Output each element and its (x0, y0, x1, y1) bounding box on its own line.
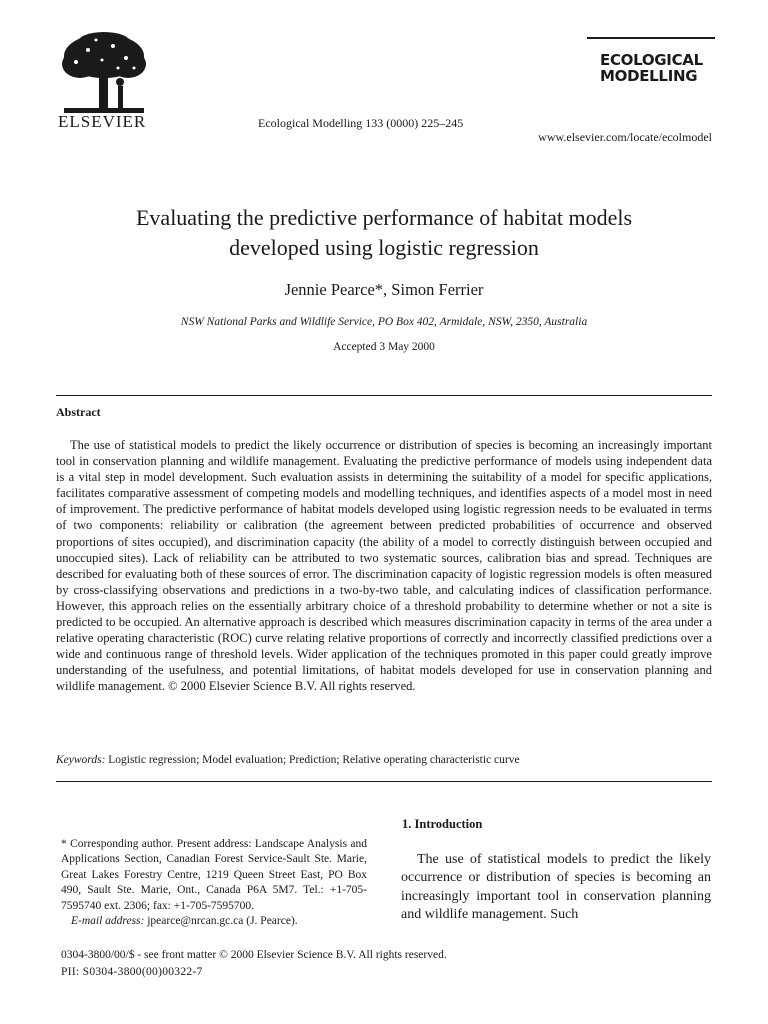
journal-url[interactable]: www.elsevier.com/locate/ecolmodel (538, 130, 712, 144)
corresponding-author-footnote (61, 837, 367, 929)
keywords (56, 754, 712, 766)
introduction-body: The use of statistical models to predict the likely occurrence or distribution of species is becoming an increasingly important tool in conservation planning and wildlife management. Such (401, 852, 711, 923)
abstract-bottom-rule (56, 781, 712, 782)
abstract-top-rule (56, 395, 712, 396)
journal-logo-line1: ECOLOGICAL (600, 51, 703, 69)
keywords-label: Keywords: (56, 754, 106, 766)
author-affiliation: NSW National Parks and Wildlife Service, PO Box 402, Armidale, NSW, 2350, Australia (180, 316, 588, 328)
abstract-body: The use of statistical models to predict the likely occurrence or distribution of species is becoming an increasingly important tool in conservation planning and wildlife management. Evaluating the predictive performance of models using independent data is a vital step in model development. Such evaluation assists in determining the suitability of a model for specific applications, facilitates comparative assessment of competing models and modelling techniques, and identifies aspects of a model most in need of improvement. The predictive performance of habitat models developed using logistic regression needs to be evaluated in terms of two components: reliability or calibration (the agreement between predicted probabilities of occurrence and observed proportions of sites occupied), and discrimination capacity (the ability of a model to correctly distinguish between occupied and unoccupied sites). Lack of reliability can be attributed to two systematic sources, calibration bias and spread. Techniques are described for evaluating both of these sources of error. The discrimination capacity of logistic regression models is often measured by cross-classifying observations and predictions in a two-by-two table, and calculating indices of classification performance. However, this approach relies on the essentially arbitrary choice of a threshold probability to determine whether or not a site is predicted to be occupied. An alternative approach is described which measures discrimination capacity in terms of the area under a relative operating characteristic (ROC) curve relating relative proportions of correctly and incorrectly classified predictions over a wide and continuous range of threshold levels. Wider application of the techniques promoted in this paper could greatly improve understanding of the usefulness, and potential limitations, of habitat models developed for use in conservation planning and wildlife management. © 2000 Elsevier Science B.V. All rights reserved. (56, 438, 712, 694)
email-address[interactable]: jpearce@nrcan.gc.ca (J. Pearce). (147, 915, 298, 928)
title-line-2: developed using logistic regression (229, 235, 539, 260)
accepted-date: Accepted 3 May 2000 (333, 341, 435, 353)
keywords-text: Logistic regression; Model evaluation; Prediction; Relative operating characteristic curve (108, 754, 520, 766)
elsevier-tree-logo (58, 30, 150, 116)
front-matter-line: 0304-3800/00/$ - see front matter © 2000 Elsevier Science B.V. All rights reserved. (61, 949, 447, 961)
email-label: E-mail address: (71, 915, 145, 928)
introduction-heading: 1. Introduction (402, 817, 483, 831)
article-title (56, 203, 712, 263)
article-authors: Jennie Pearce*, Simon Ferrier (284, 280, 484, 299)
title-line-1: Evaluating the predictive performance of habitat models (135, 205, 633, 230)
journal-logo-line2: MODELLING (600, 67, 698, 85)
abstract-heading: Abstract (56, 405, 101, 419)
publisher-name: ELSEVIER (58, 112, 147, 131)
journal-logo-rule (587, 37, 715, 39)
pii-line: PII: S0304-3800(00)00322-7 (61, 966, 203, 978)
footnote-text: * Corresponding author. Present address: Landscape Analysis and Applications Section, Canadian Forest Service-Sault Ste. Marie, Great Lakes Forestry Centre, 1219 Queen Street East, PO Box 490, Sault Ste. Marie, Ont., Canada P6A 5M7. Tel.: +1-705-7595740 ext. 2306; fax: +1-705-7595700. (61, 838, 367, 912)
journal-citation: Ecological Modelling 133 (0000) 225–245 (258, 116, 464, 130)
journal-logo (600, 52, 703, 84)
